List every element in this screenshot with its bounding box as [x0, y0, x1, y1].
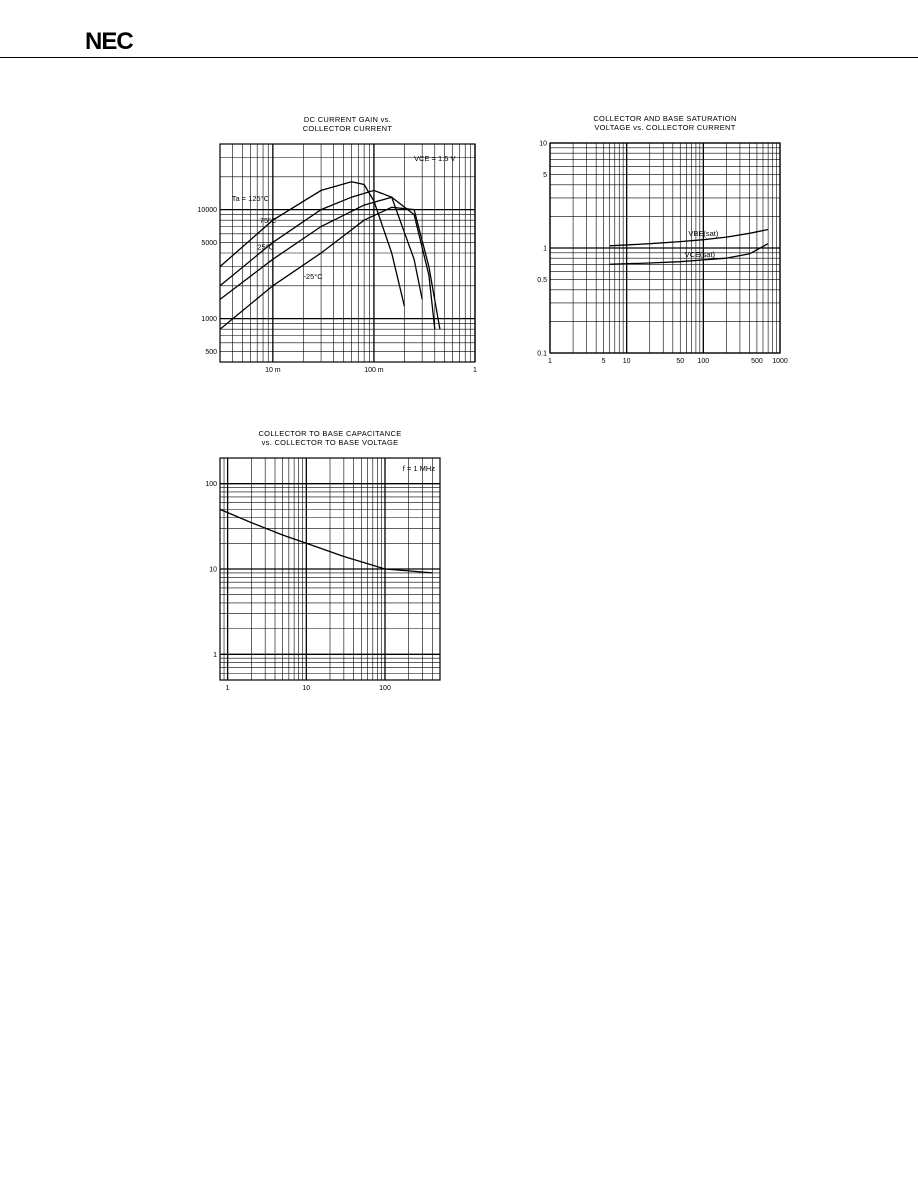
- chart-title-line: COLLECTOR TO BASE CAPACITANCE: [258, 429, 402, 438]
- dc-current-gain-chart: [170, 110, 490, 375]
- y-tick-label: 10: [539, 140, 547, 148]
- x-tick-label: 10: [302, 685, 311, 692]
- x-tick-label: 10 m: [265, 367, 281, 374]
- y-tick-label: 10000: [197, 207, 217, 215]
- chart-title-line: vs. COLLECTOR TO BASE VOLTAGE: [261, 438, 399, 447]
- y-tick-label: 1: [543, 245, 547, 253]
- chart-annotation: VBE(sat): [688, 229, 719, 239]
- x-tick-label: 100: [697, 358, 710, 365]
- x-tick-label: 1: [473, 367, 477, 374]
- chart-annotation: 75°C: [259, 216, 277, 226]
- chart-annotation: -25°C: [303, 272, 323, 282]
- y-tick-label: 1000: [201, 316, 217, 324]
- chart-title-line: COLLECTOR CURRENT: [302, 124, 393, 133]
- y-tick-label: 0.5: [537, 277, 547, 285]
- y-tick-label: 5: [543, 172, 547, 180]
- chart-title-line: DC CURRENT GAIN vs.: [303, 115, 392, 124]
- saturation-voltage-chart: [520, 108, 795, 373]
- x-tick-label: 5: [601, 358, 606, 365]
- sat-svg: [520, 108, 795, 373]
- y-tick-label: 100: [205, 481, 217, 489]
- x-tick-label: 1000: [772, 358, 788, 365]
- x-tick-label: 500: [751, 358, 763, 365]
- y-tick-label: 500: [205, 348, 217, 356]
- collector-base-capacitance-chart: [190, 425, 450, 705]
- chart-title-line: COLLECTOR AND BASE SATURATION: [593, 114, 737, 123]
- gain-svg: [170, 110, 490, 375]
- x-tick-label: 10: [622, 358, 631, 365]
- chart-annotation: f = 1 MHz: [402, 464, 436, 474]
- y-tick-label: 10: [209, 566, 217, 574]
- x-tick-label: 1: [225, 685, 230, 692]
- series-line-25c: [220, 197, 435, 329]
- page-header: [0, 0, 918, 58]
- x-tick-label: 100: [379, 685, 391, 692]
- x-tick-label: 1: [548, 358, 552, 365]
- series-line-cob: [220, 509, 432, 573]
- y-tick-label: 0.1: [537, 350, 547, 358]
- chart-annotation: VCE = 1.5 V: [414, 153, 456, 163]
- chart-annotation: VCE(sat): [684, 250, 716, 260]
- y-tick-label: 5000: [201, 239, 217, 247]
- cap-svg: [190, 425, 450, 705]
- chart-title-line: VOLTAGE vs. COLLECTOR CURRENT: [594, 123, 736, 132]
- x-tick-label: 100 m: [364, 367, 384, 374]
- chart-annotation: Ta = 125°C: [231, 193, 270, 203]
- chart-annotation: 25°C: [257, 242, 275, 252]
- x-tick-label: 50: [676, 358, 685, 365]
- series-line-25c: [220, 207, 440, 329]
- nec-logo: NEC: [85, 28, 133, 55]
- y-tick-label: 1: [213, 651, 217, 659]
- header-rule: [0, 57, 918, 58]
